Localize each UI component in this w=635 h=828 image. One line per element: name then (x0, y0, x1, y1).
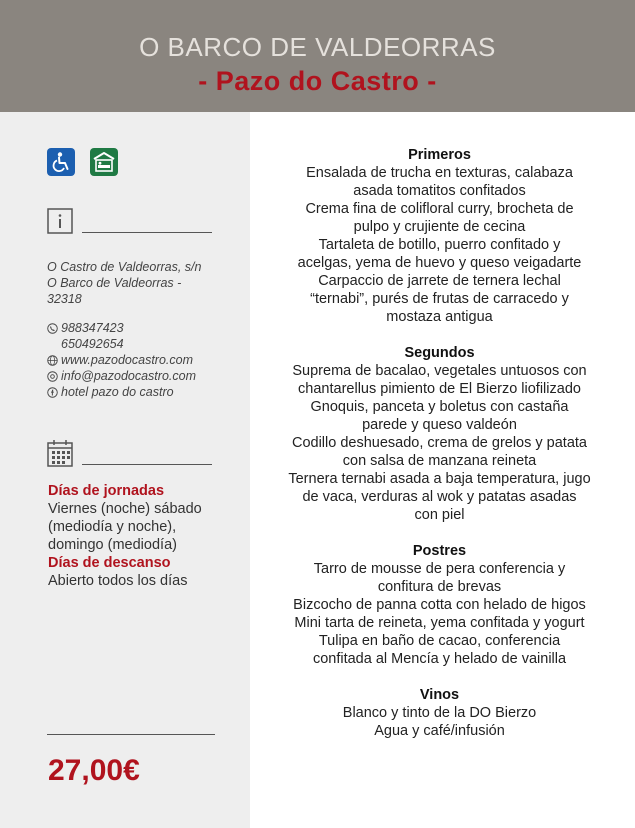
address-line: O Castro de Valdeorras, s/n (47, 260, 202, 274)
section-title: Segundos (404, 345, 475, 361)
dish-line: Suprema de bacalao, vegetales untuosos con (292, 363, 587, 379)
menu (252, 146, 627, 740)
phone-row[interactable] (47, 320, 247, 336)
dish-line: asada tomatitos confitados (353, 183, 526, 199)
dish-line: Bizcocho de panna cotta con helado de higos (293, 597, 586, 613)
price-divider (47, 734, 215, 735)
dish-line: mostaza antigua (386, 309, 493, 325)
dish-line: Mini tarta de reineta, yema confitada y yogurt (294, 615, 585, 631)
section-title: Postres (412, 543, 467, 559)
section-title: Primeros (408, 147, 471, 163)
phone-number: 988347423 (61, 321, 124, 335)
phone-icon (47, 323, 58, 334)
dish-line: Tartaleta de botillo, puerro confitado y (318, 237, 561, 253)
dish-line: Ternera ternabi asada a baja temperatura, jugo (288, 471, 591, 487)
facebook-icon (47, 387, 58, 398)
descanso-label: Días de descanso (48, 555, 171, 571)
info-icon (47, 208, 73, 239)
globe-icon (47, 355, 58, 366)
section-gap (252, 668, 627, 686)
dish-line: con piel (414, 507, 465, 523)
section-title: Vinos (419, 687, 460, 703)
dish-line: acelgas, yema de huevo y queso veigadarte (297, 255, 582, 271)
schedule-divider (82, 464, 212, 465)
dish-line: Carpaccio de jarrete de ternera lechal (318, 273, 561, 289)
dish-line: con salsa de manzana reineta (342, 453, 537, 469)
jornadas-line: Viernes (noche) sábado (48, 501, 202, 517)
address (47, 259, 227, 307)
schedule (48, 482, 248, 590)
facebook-row[interactable] (47, 384, 247, 400)
dish-line: Tarro de mousse de pera conferencia y (313, 561, 566, 577)
descanso-text: Abierto todos los días (48, 573, 188, 589)
address-line: O Barco de Valdeorras - (47, 276, 182, 290)
section-gap (252, 326, 627, 344)
facebook-link: hotel pazo do castro (61, 385, 174, 399)
dish-line: confitura de brevas (377, 579, 502, 595)
dish-line: Agua y café/infusión (374, 723, 505, 739)
calendar-icon (47, 439, 73, 472)
price: 27,00€ (48, 754, 140, 787)
address-line: 32318 (47, 292, 82, 306)
email-row[interactable] (47, 368, 247, 384)
jornadas-line: (mediodía y noche), (48, 519, 177, 535)
page-title: O BARCO DE VALDEORRAS (139, 32, 496, 62)
website-row[interactable] (47, 352, 247, 368)
sidebar (0, 112, 250, 828)
dish-line: Tulipa en baño de cacao, conferencia (318, 633, 561, 649)
dish-line: Blanco y tinto de la DO Bierzo (342, 705, 537, 721)
contact-list (47, 320, 247, 400)
hotel-bed-icon (90, 148, 118, 176)
dish-line: pulpo y crujiente de cecina (353, 219, 526, 235)
dish-line: “ternabi”, purés de frutas de carracedo y (310, 291, 569, 307)
dish-line: Gnoquis, panceta y boletus con castaña (310, 399, 569, 415)
section-gap (252, 524, 627, 542)
jornadas-label: Días de jornadas (48, 483, 165, 499)
dish-line: de vaca, verduras al wok y patatas asadas (302, 489, 577, 505)
header-banner (0, 0, 635, 112)
dish-line: parede y queso valdeón (362, 417, 517, 433)
dish-line: Ensalada de trucha en texturas, calabaza (306, 165, 573, 181)
dish-line: confitada al Mencía y helado de vainilla (312, 651, 567, 667)
page-subtitle: - Pazo do Castro - (198, 66, 437, 96)
jornadas-line: domingo (mediodía) (48, 537, 177, 553)
wheelchair-accessible-icon (47, 148, 75, 176)
at-sign-icon (47, 371, 58, 382)
dish-line: chantarellus pimiento de El Bierzo liofilizado (298, 381, 581, 397)
dish-line: Crema fina de colifloral curry, brocheta de (305, 201, 574, 217)
dish-line: Codillo deshuesado, crema de grelos y patata (291, 435, 587, 451)
phone-number: 650492654 (61, 337, 124, 351)
email-link: info@pazodocastro.com (61, 369, 196, 383)
info-divider (82, 232, 212, 233)
website-link: www.pazodocastro.com (61, 353, 194, 367)
phone-row[interactable] (47, 336, 247, 352)
